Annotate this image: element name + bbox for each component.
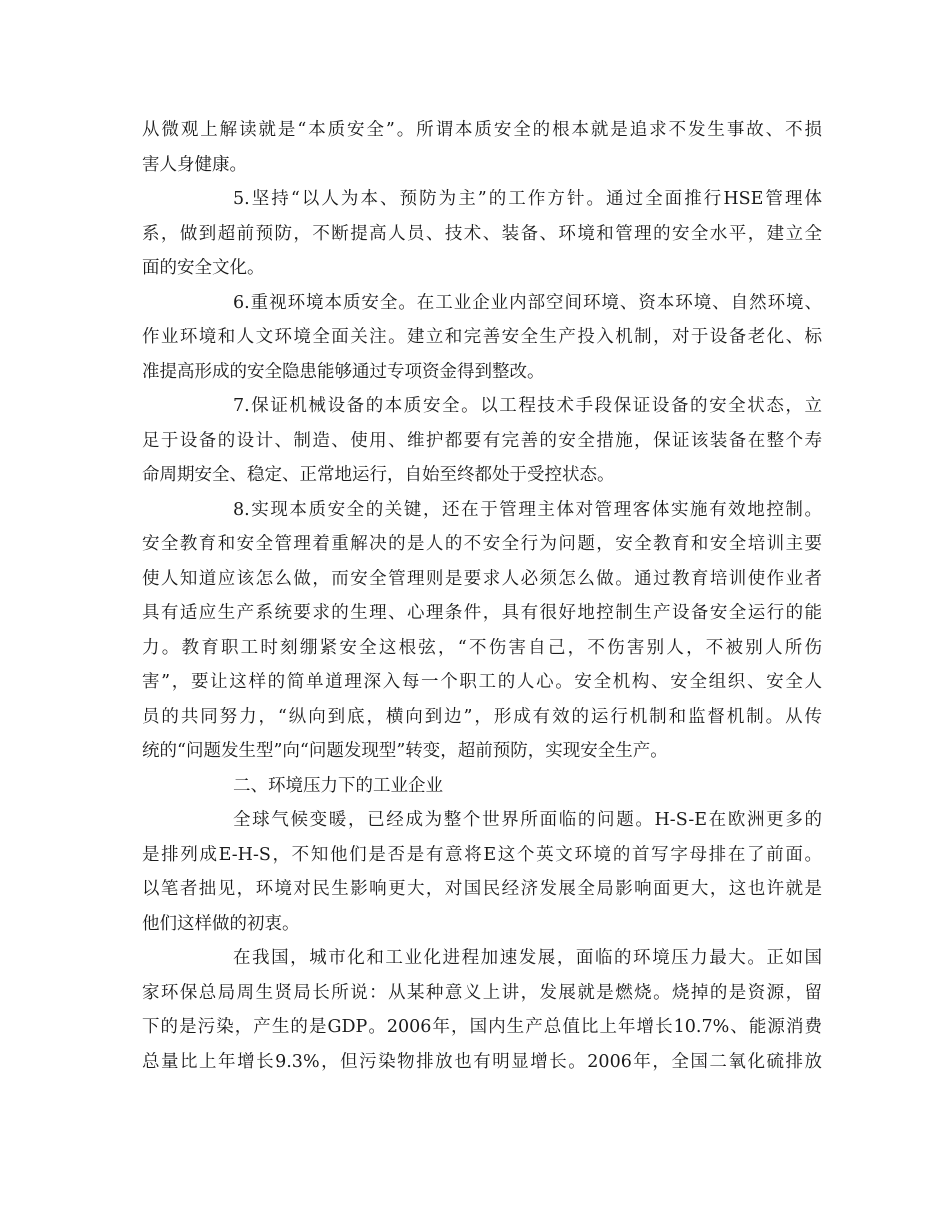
paragraph-lines [142, 113, 822, 1079]
text-line: 下的是污染，产生的是GDP。2006年，国内生产总值比上年增长10.7%、能源消费 [142, 1017, 822, 1037]
text-line: 统的“问题发生型”向“问题发现型”转变，超前预防，实现安全生产。 [142, 741, 668, 761]
text-line: 8.实现本质安全的关键，还在于管理主体对管理客体实施有效地控制。 [233, 499, 822, 520]
text-line: 面的安全文化。 [142, 258, 265, 278]
text-line: 具有适应生产系统要求的生理、心理条件，具有很好地控制生产设备安全运行的能 [142, 603, 822, 623]
text-line: 使人知道应该怎么做，而安全管理则是要求人必须怎么做。通过教育培训使作业者 [142, 568, 822, 589]
text-line: 员的共同努力，“纵向到底，横向到边”，形成有效的运行机制和监督机制。从传 [142, 706, 822, 727]
text-line: 在我国，城市化和工业化进程加速发展，面临的环境压力最大。正如国 [233, 948, 822, 968]
text-line: 害人身健康。 [142, 154, 247, 175]
text-line: 命周期安全、稳定、正常地运行，自始至终都处于受控状态。 [142, 465, 615, 485]
text-line: 7.保证机械设备的本质安全。以工程技术手段保证设备的安全状态，立 [233, 396, 822, 416]
text-line: 力。教育职工时刻绷紧安全这根弦，“不伤害自己，不伤害别人，不被别人所伤 [142, 637, 822, 658]
text-line: 作业环境和人文环境全面关注。建立和完善安全生产投入机制，对于设备老化、标 [142, 327, 822, 347]
text-line: 他们这样做的初衷。 [142, 913, 300, 934]
text-line: 从微观上解读就是“本质安全”。所谓本质安全的根本就是追求不发生事故、不损 [142, 120, 822, 140]
text-line: 准提高形成的安全隐患能够通过专项资金得到整改。 [142, 361, 545, 382]
text-line: 家环保总局周生贤局长所说：从某种意义上讲，发展就是燃烧。烧掉的是资源，留 [142, 982, 822, 1003]
text-line: 系，做到超前预防，不断提高人员、技术、装备、环境和管理的安全水平，建立全 [142, 223, 822, 244]
text-line: 6.重视环境本质安全。在工业企业内部空间环境、资本环境、自然环境、 [233, 292, 822, 313]
text-line: 是排列成E-H-S，不知他们是否是有意将E这个英文环境的首写字母排在了前面。 [142, 844, 822, 865]
text-line: 安全教育和安全管理着重解决的是人的不安全行为问题，安全教育和安全培训主要 [142, 534, 822, 554]
text-line: 全球气候变暖，已经成为整个世界所面临的问题。H-S-E在欧洲更多的 [233, 810, 822, 830]
document-body [142, 113, 822, 1079]
text-line: 害”，要让这样的简单道理深入每一个职工的人心。安全机构、安全组织、安全人 [142, 672, 822, 692]
text-line: 5.坚持“以人为本、预防为主”的工作方针。通过全面推行HSE管理体 [233, 189, 822, 209]
text-line: 足于设备的设计、制造、使用、维护都要有完善的安全措施，保证该装备在整个寿 [142, 430, 822, 451]
text-line: 二、环境压力下的工业企业 [233, 775, 443, 796]
text-line: 以笔者拙见，环境对民生影响更大，对国民经济发展全局影响面更大，这也许就是 [142, 879, 822, 899]
text-line: 总量比上年增长9.3%，但污染物排放也有明显增长。2006年，全国二氧化硫排放 [142, 1051, 822, 1072]
